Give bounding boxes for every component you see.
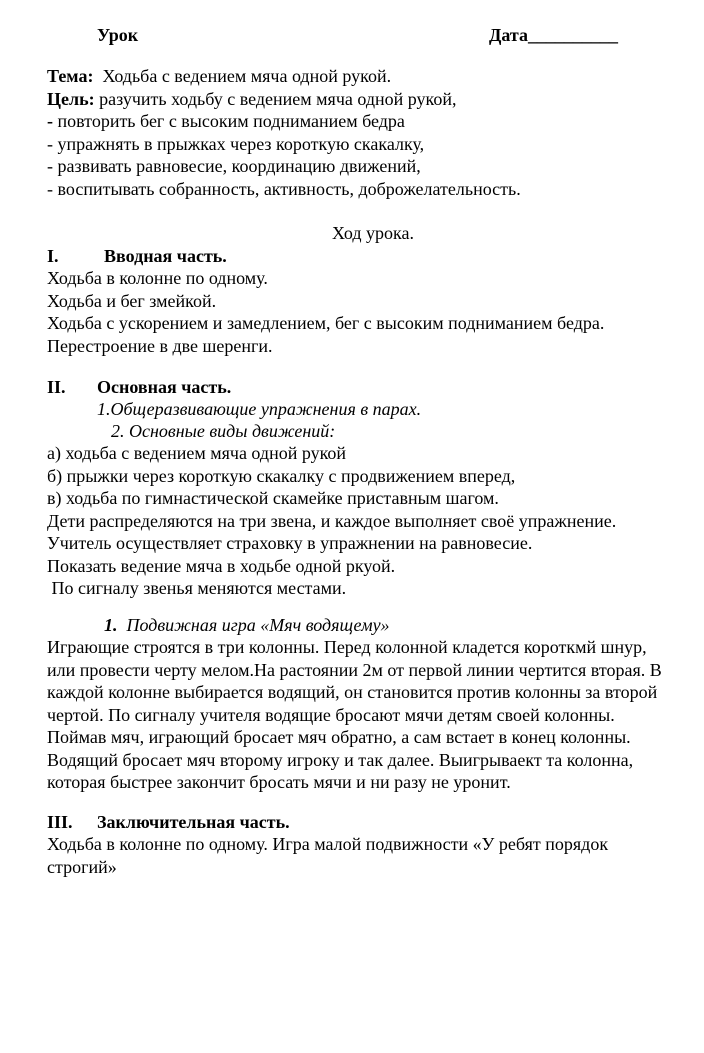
part3-title: Заключительная часть. (97, 812, 290, 832)
part1-title: Вводная часть. (104, 246, 227, 266)
lesson-label: Урок (97, 25, 139, 45)
goal-label: Цель: (47, 88, 95, 109)
game-line: или провести черту мелом.На растоянии 2м от первой линии чертится вторая. В (47, 659, 662, 680)
part2-subheading-2: 2. Основные виды движений: (111, 421, 336, 441)
goal-text: разучить ходьбу с ведением мяча одной рукой, (99, 88, 457, 109)
goal-item: - развивать равновесие, координацию движений, (47, 156, 421, 176)
game-line: Водящий бросает мяч второму игроку и так далее. Выигрываект та колонна, (47, 749, 634, 770)
part2-line: Дети распределяются на три звена, и каждое выполняет своё упражнение. (47, 510, 617, 531)
topic-goals-section (47, 65, 702, 200)
goal-item: - повторить бег с высоким подниманием бедра (47, 111, 405, 131)
goal-item: - воспитывать собранность, активность, доброжелательность. (47, 178, 521, 199)
part2-title: Основная часть. (97, 377, 232, 397)
part1-line: Ходьба с ускорением и замедлением, бег с высоким подниманием бедра. (47, 313, 605, 333)
topic-line (47, 65, 702, 88)
date-blank: __________ (527, 25, 618, 45)
part2-line: а) ходьба с ведением мяча одной рукой (47, 443, 347, 463)
part1-numeral: I. (47, 246, 59, 266)
part2-line: Учитель осуществляет страховку в упражнении на равновесие. (47, 533, 533, 553)
topic-label: Тема: (47, 66, 94, 86)
game-body (47, 636, 702, 794)
goal-item: - упражнять в прыжках через короткую скакалку, (47, 133, 425, 154)
course-title: Ход урока. (332, 223, 414, 243)
game-line: Играющие строятся в три колонны. Перед колонной кладется короткмй шнур, (47, 637, 647, 657)
part1-body (47, 267, 702, 357)
part2-body (47, 442, 702, 600)
part2-line: в) ходьба по гимнастической скамейке приставным шагом. (47, 488, 499, 508)
game-heading (104, 614, 390, 636)
part3-body (47, 833, 702, 878)
game-line: чертой. По сигналу учителя водящие бросают мячи детям своей колонны. (47, 704, 615, 725)
game-title: Подвижная игра «Мяч водящему» (126, 615, 390, 635)
part3-line: Ходьба в колонне по одному. Игра малой подвижности «У ребят порядок (47, 834, 609, 854)
goal-line (47, 88, 702, 111)
part2-numeral: II. (47, 377, 66, 397)
part2-line: б) прыжки через короткую скакалку с продвижением вперед, (47, 465, 516, 486)
part3-line: строгий» (47, 856, 117, 877)
part1-line: Ходьба и бег змейкой. (47, 290, 217, 311)
topic-text: Ходьба с ведением мяча одной рукой. (102, 66, 392, 86)
game-line: каждой колонне выбирается водящий, он становится против колонны за второй (47, 682, 658, 702)
part1-line: Ходьба в колонне по одному. (47, 268, 268, 288)
date-field (489, 24, 618, 46)
game-number: 1. (104, 615, 118, 635)
part3-numeral: III. (47, 812, 73, 832)
game-line: которая быстрее закончит бросать мячи и ни разу не уронит. (47, 772, 511, 792)
game-line: Поймав мяч, играющий бросает мяч обратно, а сам встает в конец колонны. (47, 727, 631, 747)
part2-subheading-1: 1.Общеразвивающие упражнения в парах. (97, 399, 422, 419)
part1-line: Перестроение в две шеренги. (47, 335, 273, 356)
date-label: Дата (489, 25, 528, 45)
part2-line: По сигналу звенья меняются местами. (47, 578, 347, 598)
part2-line: Показать ведение мяча в ходьбе одной ркуой. (47, 555, 396, 576)
